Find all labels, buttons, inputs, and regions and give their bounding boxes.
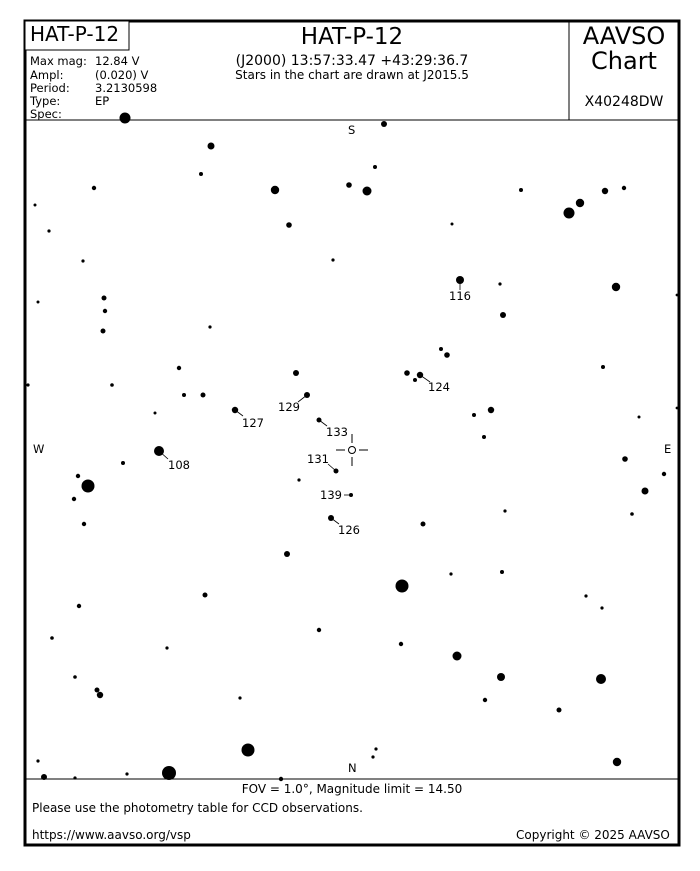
- star: [238, 696, 241, 699]
- star: [638, 416, 641, 419]
- label-leaders: [159, 283, 460, 524]
- star: [444, 352, 450, 358]
- star: [162, 766, 176, 780]
- info-value: 3.2130598: [95, 81, 158, 95]
- star: [177, 366, 181, 370]
- star: [602, 188, 608, 194]
- star: [451, 223, 454, 226]
- star: [456, 276, 464, 284]
- star: [92, 186, 96, 190]
- star: [497, 673, 505, 681]
- comp-label: 139: [320, 488, 342, 502]
- star: [125, 772, 128, 775]
- star: [557, 708, 562, 713]
- star: [82, 522, 86, 526]
- epoch-note: Stars in the chart are drawn at J2015.5: [235, 68, 469, 82]
- star: [26, 383, 29, 386]
- star: [97, 692, 103, 698]
- direction-top: S: [348, 123, 356, 137]
- star: [439, 347, 443, 351]
- star: [421, 522, 426, 527]
- star: [622, 456, 628, 462]
- star: [488, 407, 494, 413]
- comp-label: 126: [338, 523, 360, 537]
- star: [482, 435, 486, 439]
- star: [363, 187, 372, 196]
- star: [331, 258, 334, 261]
- star: [154, 412, 157, 415]
- star: [72, 497, 76, 501]
- page-title: HAT-P-12: [300, 24, 404, 50]
- comp-label: 127: [242, 416, 264, 430]
- star: [576, 199, 584, 207]
- ccd-note: Please use the photometry table for CCD observations.: [32, 801, 363, 815]
- star: [483, 698, 487, 702]
- star: [73, 776, 76, 779]
- star: [76, 474, 80, 478]
- star: [373, 165, 377, 169]
- star: [374, 747, 377, 750]
- fov-note: FOV = 1.0°, Magnitude limit = 14.50: [241, 782, 463, 796]
- star: [601, 365, 605, 369]
- star: [317, 628, 321, 632]
- star: [293, 370, 299, 376]
- direction-left: W: [33, 442, 45, 456]
- star: [413, 378, 417, 382]
- star: [110, 383, 114, 387]
- info-key: Spec:: [30, 107, 62, 121]
- star: [630, 512, 634, 516]
- star: [584, 594, 587, 597]
- star: [472, 413, 476, 417]
- star: [662, 472, 666, 476]
- star: [498, 282, 501, 285]
- star: [676, 294, 679, 297]
- star: [82, 480, 95, 493]
- star: [41, 774, 47, 780]
- star: [47, 229, 50, 232]
- star: [622, 186, 626, 190]
- star: [203, 593, 208, 598]
- star: [121, 461, 125, 465]
- comp-label: 124: [428, 380, 450, 394]
- star: [453, 652, 462, 661]
- star: [396, 580, 409, 593]
- star: [297, 478, 300, 481]
- comp-label: 133: [326, 425, 348, 439]
- star: [612, 283, 620, 291]
- star: [165, 646, 168, 649]
- star: [279, 777, 283, 781]
- star: [500, 570, 504, 574]
- info-value: EP: [95, 94, 110, 108]
- info-key: Ampl:: [30, 68, 64, 82]
- star: [199, 172, 203, 176]
- label-leader: [328, 464, 336, 471]
- star: [600, 606, 603, 609]
- comp-label: 129: [278, 400, 300, 414]
- info-value: 12.84 V: [95, 54, 140, 68]
- star: [120, 113, 131, 124]
- star: [642, 488, 649, 495]
- star: [503, 509, 506, 512]
- star: [103, 309, 107, 313]
- star: [242, 744, 255, 757]
- star: [371, 755, 374, 758]
- copyright: Copyright © 2025 AAVSO: [516, 828, 670, 842]
- star-name: HAT-P-12: [30, 22, 120, 46]
- star: [95, 688, 100, 693]
- info-key: Period:: [30, 81, 70, 95]
- star: [101, 329, 106, 334]
- star: [81, 259, 84, 262]
- star: [37, 301, 40, 304]
- star: [500, 312, 506, 318]
- star: [208, 325, 211, 328]
- star: [271, 186, 279, 194]
- star: [676, 407, 679, 410]
- star: [73, 675, 77, 679]
- star: [381, 121, 387, 127]
- coordinates: (J2000) 13:57:33.47 +43:29:36.7: [235, 53, 469, 69]
- star: [102, 296, 107, 301]
- star: [564, 208, 575, 219]
- star: [77, 604, 81, 608]
- org-title-line2: Chart: [591, 47, 657, 75]
- star: [201, 393, 206, 398]
- chart-frame: [25, 21, 679, 845]
- org-title-line1: AAVSO: [582, 22, 666, 50]
- info-value: (0.020) V: [95, 68, 149, 82]
- comp-label: 131: [307, 452, 329, 466]
- direction-right: E: [664, 442, 672, 456]
- star: [208, 143, 215, 150]
- vsp-link[interactable]: https://www.aavso.org/vsp: [32, 828, 191, 842]
- star: [596, 674, 606, 684]
- star: [286, 222, 292, 228]
- star: [399, 642, 403, 646]
- star: [36, 759, 39, 762]
- chart-id: X40248DW: [584, 94, 664, 110]
- star: [50, 636, 54, 640]
- comp-label: 116: [449, 289, 471, 303]
- info-key: Max mag:: [30, 54, 87, 68]
- star: [613, 758, 621, 766]
- star: [284, 551, 290, 557]
- star: [404, 370, 410, 376]
- star: [34, 204, 37, 207]
- comp-label: 108: [168, 458, 190, 472]
- star: [346, 182, 352, 188]
- info-key: Type:: [30, 94, 61, 108]
- direction-bottom: N: [348, 761, 357, 775]
- star: [182, 393, 186, 397]
- star: [519, 188, 523, 192]
- star: [449, 572, 452, 575]
